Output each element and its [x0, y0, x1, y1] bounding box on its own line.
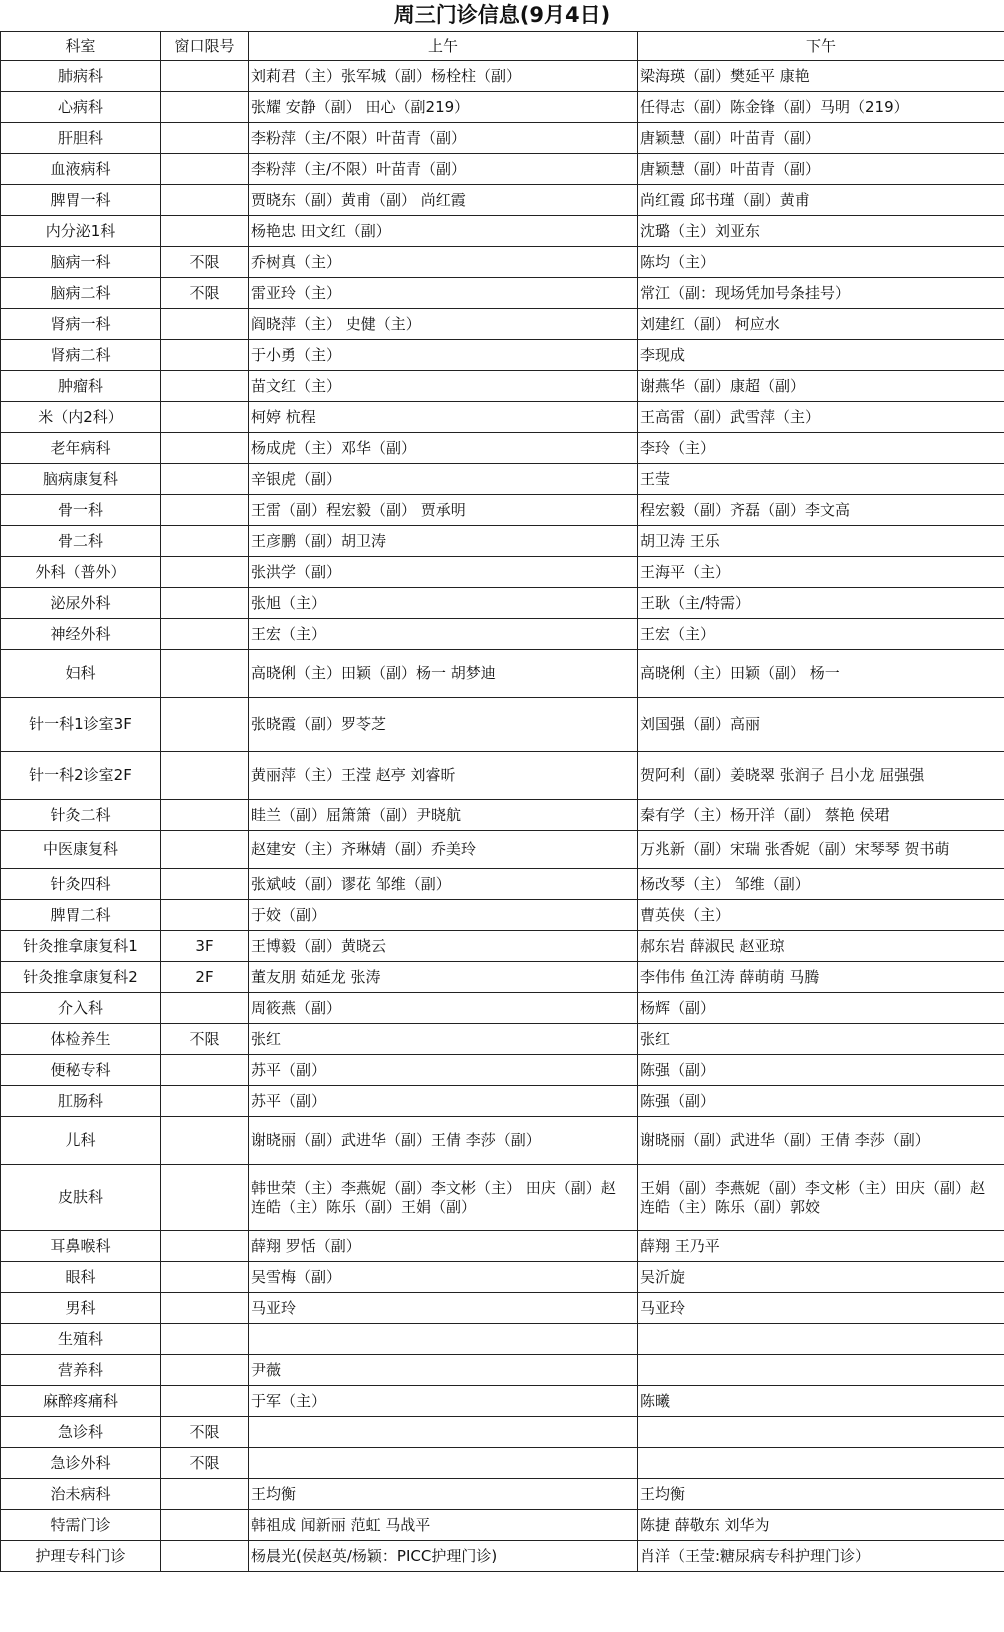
afternoon-doctors-cell: 万兆新（副）宋瑞 张香妮（副）宋琴琴 贺书萌 — [638, 831, 1004, 869]
afternoon-doctors-cell: 谢晓丽（副）武进华（副）王倩 李莎（副） — [638, 1117, 1004, 1165]
department-cell: 男科 — [1, 1293, 161, 1324]
header-morning: 上午 — [249, 32, 638, 61]
window-limit-cell — [161, 588, 249, 619]
department-cell: 肛肠科 — [1, 1086, 161, 1117]
window-limit-cell: 不限 — [161, 1024, 249, 1055]
table-row — [1, 92, 1004, 123]
table-row — [1, 1024, 1004, 1055]
window-limit-cell: 不限 — [161, 278, 249, 309]
morning-doctors-cell: 黄丽萍（主）王滢 赵亭 刘睿昕 — [249, 752, 638, 800]
afternoon-doctors-cell: 吴沂旋 — [638, 1262, 1004, 1293]
department-cell: 急诊科 — [1, 1417, 161, 1448]
table-row — [1, 557, 1004, 588]
window-limit-cell — [161, 650, 249, 698]
window-limit-cell — [161, 433, 249, 464]
department-cell: 针灸推拿康复科1 — [1, 931, 161, 962]
table-row — [1, 1386, 1004, 1417]
table-row — [1, 1541, 1004, 1572]
afternoon-doctors-cell — [638, 1448, 1004, 1479]
table-row — [1, 1355, 1004, 1386]
morning-doctors-cell: 于小勇（主） — [249, 340, 638, 371]
morning-doctors-cell: 苏平（副） — [249, 1055, 638, 1086]
window-limit-cell — [161, 526, 249, 557]
department-cell: 外科（普外） — [1, 557, 161, 588]
afternoon-doctors-cell: 高晓俐（主）田颖（副） 杨一 — [638, 650, 1004, 698]
morning-doctors-cell: 杨晨光(侯赵英/杨颖：PICC护理门诊) — [249, 1541, 638, 1572]
table-row — [1, 800, 1004, 831]
window-limit-cell — [161, 993, 249, 1024]
window-limit-cell — [161, 831, 249, 869]
window-limit-cell — [161, 752, 249, 800]
table-row — [1, 619, 1004, 650]
window-limit-cell — [161, 698, 249, 752]
window-limit-cell — [161, 309, 249, 340]
department-cell: 体检养生 — [1, 1024, 161, 1055]
morning-doctors-cell: 李粉萍（主/不限）叶苗青（副） — [249, 123, 638, 154]
department-cell: 急诊外科 — [1, 1448, 161, 1479]
afternoon-doctors-cell: 刘建红（副） 柯应水 — [638, 309, 1004, 340]
table-row — [1, 61, 1004, 92]
morning-doctors-cell: 王彦鹏（副）胡卫涛 — [249, 526, 638, 557]
afternoon-doctors-cell: 王高雷（副）武雪萍（主） — [638, 402, 1004, 433]
department-cell: 脾胃一科 — [1, 185, 161, 216]
table-row — [1, 869, 1004, 900]
header-department: 科室 — [1, 32, 161, 61]
table-row — [1, 1165, 1004, 1231]
department-cell: 心病科 — [1, 92, 161, 123]
morning-doctors-cell: 王博毅（副）黄晓云 — [249, 931, 638, 962]
department-cell: 护理专科门诊 — [1, 1541, 161, 1572]
morning-doctors-cell: 李粉萍（主/不限）叶苗青（副） — [249, 154, 638, 185]
department-cell: 老年病科 — [1, 433, 161, 464]
window-limit-cell: 不限 — [161, 247, 249, 278]
department-cell: 针灸二科 — [1, 800, 161, 831]
morning-doctors-cell: 薛翔 罗恬（副） — [249, 1231, 638, 1262]
table-row — [1, 931, 1004, 962]
afternoon-doctors-cell: 陈捷 薛敬东 刘华为 — [638, 1510, 1004, 1541]
afternoon-doctors-cell: 王宏（主） — [638, 619, 1004, 650]
afternoon-doctors-cell: 程宏毅（副）齐磊（副）李文高 — [638, 495, 1004, 526]
morning-doctors-cell: 辛银虎（副） — [249, 464, 638, 495]
afternoon-doctors-cell: 唐颖慧（副）叶苗青（副） — [638, 154, 1004, 185]
afternoon-doctors-cell: 沈璐（主）刘亚东 — [638, 216, 1004, 247]
window-limit-cell — [161, 1293, 249, 1324]
afternoon-doctors-cell: 王耿（主/特需） — [638, 588, 1004, 619]
window-limit-cell — [161, 216, 249, 247]
table-row — [1, 1417, 1004, 1448]
afternoon-doctors-cell: 刘国强（副）高丽 — [638, 698, 1004, 752]
morning-doctors-cell: 王雷（副）程宏毅（副） 贾承明 — [249, 495, 638, 526]
department-cell: 便秘专科 — [1, 1055, 161, 1086]
window-limit-cell — [161, 61, 249, 92]
morning-doctors-cell: 苏平（副） — [249, 1086, 638, 1117]
department-cell: 针一科2诊室2F — [1, 752, 161, 800]
morning-doctors-cell: 张晓霞（副）罗苓芝 — [249, 698, 638, 752]
afternoon-doctors-cell: 李现成 — [638, 340, 1004, 371]
window-limit-cell — [161, 619, 249, 650]
window-limit-cell — [161, 869, 249, 900]
afternoon-doctors-cell — [638, 1324, 1004, 1355]
afternoon-doctors-cell: 王海平（主） — [638, 557, 1004, 588]
page-title: 周三门诊信息(9月4日) — [393, 3, 611, 27]
window-limit-cell — [161, 92, 249, 123]
department-cell: 脑病二科 — [1, 278, 161, 309]
afternoon-doctors-cell: 陈曦 — [638, 1386, 1004, 1417]
afternoon-doctors-cell: 谢燕华（副）康超（副） — [638, 371, 1004, 402]
afternoon-doctors-cell: 胡卫涛 王乐 — [638, 526, 1004, 557]
afternoon-doctors-cell: 薛翔 王乃平 — [638, 1231, 1004, 1262]
table-row — [1, 962, 1004, 993]
window-limit-cell — [161, 800, 249, 831]
afternoon-doctors-cell: 陈均（主） — [638, 247, 1004, 278]
window-limit-cell — [161, 1355, 249, 1386]
window-limit-cell — [161, 1165, 249, 1231]
table-row — [1, 900, 1004, 931]
morning-doctors-cell: 阎晓萍（主） 史健（主） — [249, 309, 638, 340]
window-limit-cell — [161, 1324, 249, 1355]
department-cell: 肺病科 — [1, 61, 161, 92]
morning-doctors-cell: 柯婷 杭程 — [249, 402, 638, 433]
table-row — [1, 752, 1004, 800]
afternoon-doctors-cell: 杨辉（副） — [638, 993, 1004, 1024]
window-limit-cell: 不限 — [161, 1417, 249, 1448]
morning-doctors-cell: 雷亚玲（主） — [249, 278, 638, 309]
table-row — [1, 588, 1004, 619]
table-row — [1, 216, 1004, 247]
department-cell: 针灸四科 — [1, 869, 161, 900]
window-limit-cell — [161, 340, 249, 371]
afternoon-doctors-cell: 杨改琴（主） 邹维（副） — [638, 869, 1004, 900]
department-cell: 骨二科 — [1, 526, 161, 557]
afternoon-doctors-cell: 王莹 — [638, 464, 1004, 495]
window-limit-cell — [161, 1510, 249, 1541]
department-cell: 生殖科 — [1, 1324, 161, 1355]
department-cell: 中医康复科 — [1, 831, 161, 869]
window-limit-cell: 不限 — [161, 1448, 249, 1479]
window-limit-cell — [161, 371, 249, 402]
morning-doctors-cell: 吴雪梅（副） — [249, 1262, 638, 1293]
afternoon-doctors-cell: 常江（副：现场凭加号条挂号） — [638, 278, 1004, 309]
department-cell: 脑病康复科 — [1, 464, 161, 495]
afternoon-doctors-cell: 王均衡 — [638, 1479, 1004, 1510]
window-limit-cell — [161, 1055, 249, 1086]
table-row — [1, 1262, 1004, 1293]
window-limit-cell — [161, 1479, 249, 1510]
window-limit-cell — [161, 123, 249, 154]
afternoon-doctors-cell: 曹英侠（主） — [638, 900, 1004, 931]
table-row — [1, 433, 1004, 464]
department-cell: 特需门诊 — [1, 1510, 161, 1541]
department-cell: 儿科 — [1, 1117, 161, 1165]
table-row — [1, 1117, 1004, 1165]
table-row — [1, 1231, 1004, 1262]
department-cell: 营养科 — [1, 1355, 161, 1386]
table-row — [1, 154, 1004, 185]
window-limit-cell — [161, 1541, 249, 1572]
table-row — [1, 650, 1004, 698]
morning-doctors-cell: 乔树真（主） — [249, 247, 638, 278]
department-cell: 脾胃二科 — [1, 900, 161, 931]
department-cell: 针灸推拿康复科2 — [1, 962, 161, 993]
department-cell: 血液病科 — [1, 154, 161, 185]
header-afternoon: 下午 — [638, 32, 1004, 61]
table-row — [1, 1055, 1004, 1086]
window-limit-cell — [161, 1231, 249, 1262]
header-row — [1, 32, 1004, 61]
morning-doctors-cell: 张红 — [249, 1024, 638, 1055]
table-row — [1, 1293, 1004, 1324]
morning-doctors-cell: 眭兰（副）屈箫箫（副）尹晓航 — [249, 800, 638, 831]
department-cell: 耳鼻喉科 — [1, 1231, 161, 1262]
afternoon-doctors-cell: 任得志（副）陈金锋（副）马明（219） — [638, 92, 1004, 123]
morning-doctors-cell: 韩世荣（主）李燕妮（副）李文彬（主） 田庆（副）赵 连皓（主）陈乐（副）王娟（副） — [249, 1165, 638, 1231]
department-cell: 针一科1诊室3F — [1, 698, 161, 752]
morning-doctors-cell: 周筱燕（副） — [249, 993, 638, 1024]
window-limit-cell — [161, 495, 249, 526]
afternoon-doctors-cell — [638, 1355, 1004, 1386]
table-row — [1, 1086, 1004, 1117]
window-limit-cell: 3F — [161, 931, 249, 962]
window-limit-cell — [161, 464, 249, 495]
table-row — [1, 464, 1004, 495]
afternoon-doctors-cell: 陈强（副） — [638, 1086, 1004, 1117]
table-row — [1, 278, 1004, 309]
window-limit-cell — [161, 557, 249, 588]
morning-doctors-cell: 韩祖成 闻新丽 范虹 马战平 — [249, 1510, 638, 1541]
table-row — [1, 309, 1004, 340]
morning-doctors-cell: 马亚玲 — [249, 1293, 638, 1324]
afternoon-doctors-cell: 李玲（主） — [638, 433, 1004, 464]
afternoon-doctors-cell: 肖洋（王莹:糖尿病专科护理门诊） — [638, 1541, 1004, 1572]
table-row — [1, 1510, 1004, 1541]
table-row — [1, 495, 1004, 526]
morning-doctors-cell: 王宏（主） — [249, 619, 638, 650]
department-cell: 骨一科 — [1, 495, 161, 526]
morning-doctors-cell: 谢晓丽（副）武进华（副）王倩 李莎（副） — [249, 1117, 638, 1165]
morning-doctors-cell: 于军（主） — [249, 1386, 638, 1417]
department-cell: 肝胆科 — [1, 123, 161, 154]
table-row — [1, 247, 1004, 278]
window-limit-cell — [161, 900, 249, 931]
department-cell: 米（内2科） — [1, 402, 161, 433]
table-row — [1, 123, 1004, 154]
window-limit-cell — [161, 1386, 249, 1417]
morning-doctors-cell: 张旭（主） — [249, 588, 638, 619]
morning-doctors-cell: 杨成虎（主）邓华（副） — [249, 433, 638, 464]
header-window-limit: 窗口限号 — [161, 32, 249, 61]
morning-doctors-cell — [249, 1417, 638, 1448]
table-row — [1, 1324, 1004, 1355]
afternoon-doctors-cell: 梁海瑛（副）樊延平 康艳 — [638, 61, 1004, 92]
morning-doctors-cell: 刘莉君（主）张军城（副）杨栓柱（副） — [249, 61, 638, 92]
afternoon-doctors-cell: 秦有学（主）杨开洋（副） 蔡艳 侯珺 — [638, 800, 1004, 831]
department-cell: 神经外科 — [1, 619, 161, 650]
window-limit-cell — [161, 402, 249, 433]
table-row — [1, 1448, 1004, 1479]
morning-doctors-cell: 苗文红（主） — [249, 371, 638, 402]
afternoon-doctors-cell: 王娟（副）李燕妮（副）李文彬（主）田庆（副）赵 连皓（主）陈乐（副）郭姣 — [638, 1165, 1004, 1231]
afternoon-doctors-cell: 郝东岩 薛淑民 赵亚琼 — [638, 931, 1004, 962]
morning-doctors-cell: 董友朋 茹延龙 张涛 — [249, 962, 638, 993]
window-limit-cell — [161, 1117, 249, 1165]
clinic-schedule-table — [0, 31, 1004, 1572]
afternoon-doctors-cell: 张红 — [638, 1024, 1004, 1055]
afternoon-doctors-cell: 李伟伟 鱼江涛 薛萌萌 马腾 — [638, 962, 1004, 993]
morning-doctors-cell: 张洪学（副） — [249, 557, 638, 588]
table-row — [1, 340, 1004, 371]
department-cell: 内分泌1科 — [1, 216, 161, 247]
morning-doctors-cell: 贾晓东（副）黄甫（副） 尚红霞 — [249, 185, 638, 216]
table-row — [1, 526, 1004, 557]
morning-doctors-cell: 赵建安（主）齐琳婧（副）乔美玲 — [249, 831, 638, 869]
afternoon-doctors-cell: 马亚玲 — [638, 1293, 1004, 1324]
window-limit-cell — [161, 185, 249, 216]
department-cell: 麻醉疼痛科 — [1, 1386, 161, 1417]
table-row — [1, 993, 1004, 1024]
morning-doctors-cell: 杨艳忠 田文红（副） — [249, 216, 638, 247]
afternoon-doctors-cell: 贺阿利（副）姜晓翠 张润子 吕小龙 屈强强 — [638, 752, 1004, 800]
morning-doctors-cell: 尹薇 — [249, 1355, 638, 1386]
afternoon-doctors-cell: 唐颖慧（副）叶苗青（副） — [638, 123, 1004, 154]
department-cell: 泌尿外科 — [1, 588, 161, 619]
morning-doctors-cell — [249, 1448, 638, 1479]
table-row — [1, 402, 1004, 433]
table-row — [1, 698, 1004, 752]
department-cell: 肾病二科 — [1, 340, 161, 371]
window-limit-cell: 2F — [161, 962, 249, 993]
table-row — [1, 185, 1004, 216]
window-limit-cell — [161, 154, 249, 185]
department-cell: 介入科 — [1, 993, 161, 1024]
morning-doctors-cell: 王均衡 — [249, 1479, 638, 1510]
table-row — [1, 371, 1004, 402]
window-limit-cell — [161, 1262, 249, 1293]
department-cell: 肿瘤科 — [1, 371, 161, 402]
table-row — [1, 831, 1004, 869]
department-cell: 肾病一科 — [1, 309, 161, 340]
afternoon-doctors-cell: 尚红霞 邱书瑾（副）黄甫 — [638, 185, 1004, 216]
department-cell: 皮肤科 — [1, 1165, 161, 1231]
department-cell: 治未病科 — [1, 1479, 161, 1510]
morning-doctors-cell — [249, 1324, 638, 1355]
afternoon-doctors-cell: 陈强（副） — [638, 1055, 1004, 1086]
morning-doctors-cell: 高晓俐（主）田颖（副）杨一 胡梦迪 — [249, 650, 638, 698]
department-cell: 妇科 — [1, 650, 161, 698]
afternoon-doctors-cell — [638, 1417, 1004, 1448]
department-cell: 眼科 — [1, 1262, 161, 1293]
morning-doctors-cell: 张耀 安静（副） 田心（副219） — [249, 92, 638, 123]
morning-doctors-cell: 于姣（副） — [249, 900, 638, 931]
morning-doctors-cell: 张斌岐（副）谬花 邹维（副） — [249, 869, 638, 900]
department-cell: 脑病一科 — [1, 247, 161, 278]
table-row — [1, 1479, 1004, 1510]
window-limit-cell — [161, 1086, 249, 1117]
